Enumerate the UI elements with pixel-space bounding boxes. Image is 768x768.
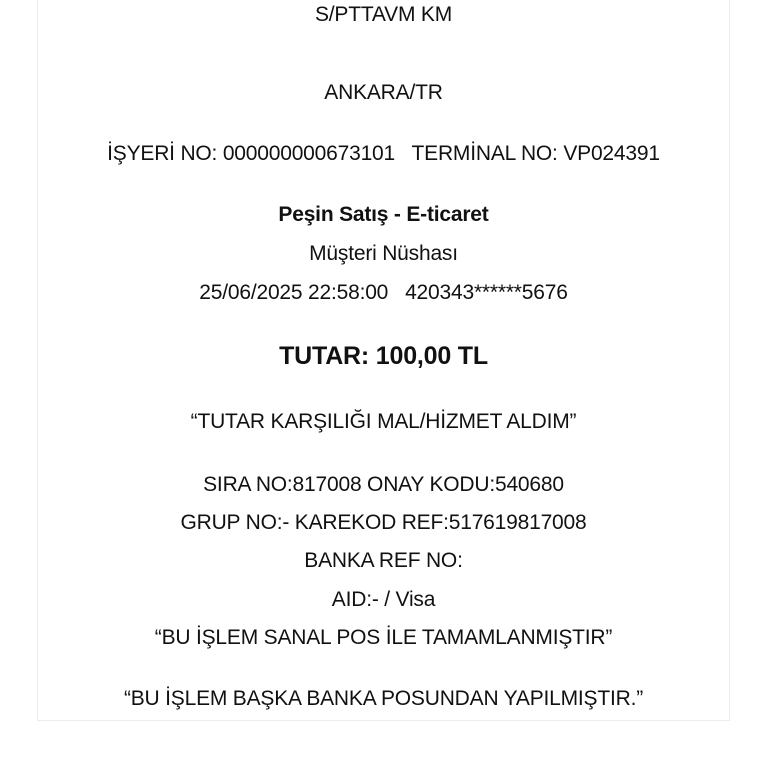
receipt-card: [37, 0, 730, 721]
other-bank-note: “BU İŞLEM BAŞKA BANKA POSUNDAN YAPILMIŞTIR.”: [123, 687, 644, 710]
merchant-city: ANKARA/TR: [324, 81, 443, 104]
sequence-approval: SIRA NO:817008 ONAY KODU:540680: [203, 473, 564, 496]
aid-scheme: AID:- / Visa: [331, 588, 436, 611]
amount-total: TUTAR: 100,00 TL: [279, 342, 488, 370]
bank-ref: BANKA REF NO:: [304, 549, 463, 572]
merchant-name: S/PTTAVM KM: [314, 3, 453, 26]
group-qr-ref: GRUP NO:- KAREKOD REF:517619817008: [180, 511, 587, 534]
transaction-type: Peşin Satış - E-ticaret: [278, 203, 489, 226]
copy-type: Müşteri Nüshası: [309, 242, 458, 265]
virtual-pos-note: “BU İŞLEM SANAL POS İLE TAMAMLANMIŞTIR”: [154, 626, 613, 649]
merchant-terminal-info: İŞYERİ NO: 000000000673101 TERMİNAL NO: VP024391: [107, 142, 660, 165]
acknowledgement-text: “TUTAR KARŞILIĞI MAL/HİZMET ALDIM”: [190, 410, 577, 433]
datetime-card: 25/06/2025 22:58:00 420343******5676: [199, 281, 568, 304]
